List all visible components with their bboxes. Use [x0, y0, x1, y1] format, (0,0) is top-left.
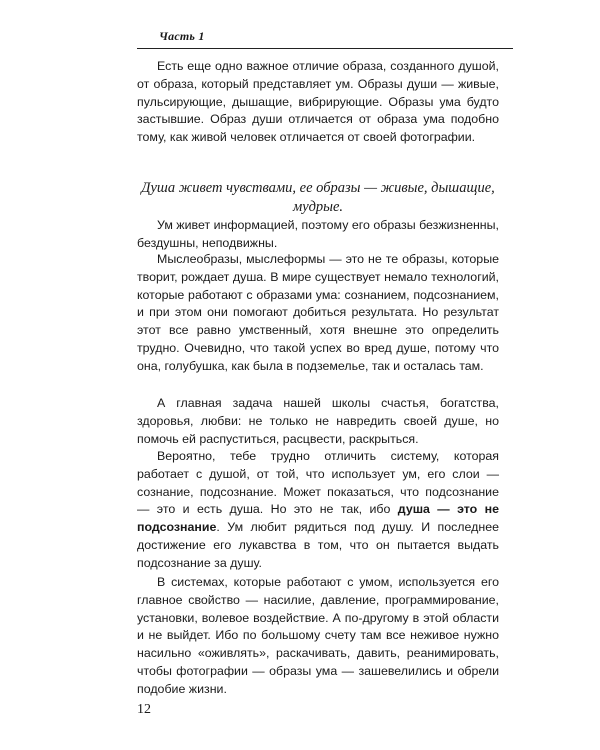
header-part-label: Часть 1: [159, 29, 205, 43]
paragraph-4: А главная задача нашей школы счастья, богатства, здоровья, любви: не только не навредить своей душе, но помочь ей распуститься, расцвести, раскрыться.: [137, 396, 499, 446]
paragraph-2: Ум живет информацией, поэтому его образы безжизненны, бездушны, неподвижны.: [137, 218, 499, 250]
paragraph-5-text-b: . Ум любит рядиться под душу. И последнее достижение его лукавства в том, что он пытается выдать подсознание за душу.: [137, 520, 499, 570]
paragraph-5-bold: душа — это не подсознание: [137, 502, 499, 535]
paragraph-5: [137, 448, 499, 573]
epigraph-quote: Душа живет чувствами, ее образы — живые, дышащие, мудрые.: [141, 180, 495, 215]
running-header: [137, 24, 513, 49]
paragraph-5-text-a: Вероятно, тебе трудно отличить систему, которая работает с душой, от той, что использует ум, его слои — сознание, подсознание. Может показаться, что подсознание — это и есть душа. Но это не так, ибо: [137, 449, 499, 517]
paragraph-1: Есть еще одно важное отличие образа, созданного душой, от образа, который представляет ум. Образы души — живые, пульсирующие, дышащие, вибрирующие. Образы ума будто застывшие. Образ души отличается от образа ума подобно тому, как живой человек отличается от своей фотографии.: [137, 59, 499, 145]
page-number: 12: [137, 702, 151, 717]
paragraph-3: Мыслеобразы, мыслеформы — это не те образы, которые творит, рождает душа. В мире существует немало технологий, которые работают с образами ума: сознанием, подсознанием, и при этом они помогают добиться результата. Но результат этот все равно умственный, хотя внешне это определить трудно. Очевидно, что такой успех во вред душе, потому что она, голубушка, как была в подземелье, так и осталась там.: [137, 252, 499, 373]
paragraph-6: В системах, которые работают с умом, используется его главное свойство — насилие, давление, программирование, установки, волевое воздействие. А по-другому в этой области и не выйдет. Ибо по большому счету там все неживое нужно насильно «оживлять», раскачивать, давить, реанимировать, чтобы фотографии — образы ума — зашевелились и обрели подобие жизни.: [137, 575, 499, 696]
